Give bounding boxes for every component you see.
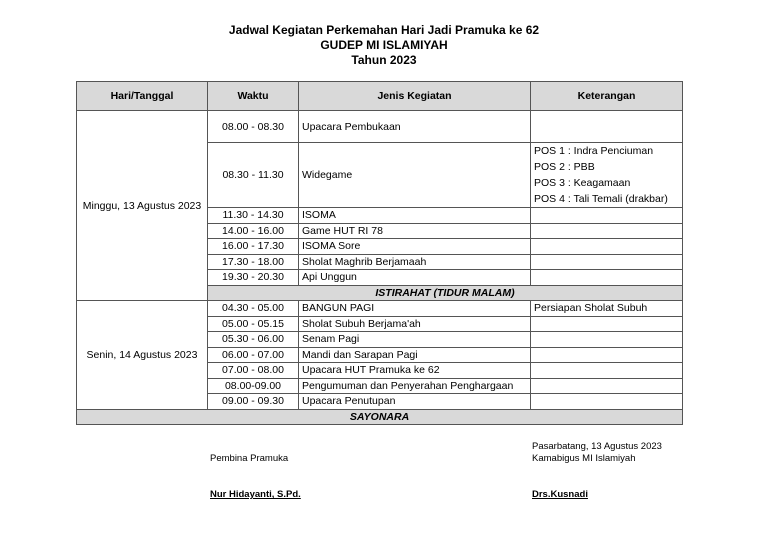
time-cell: 05.30 - 06.00 [208,332,299,348]
schedule-table [76,81,683,425]
notes-cell [531,332,683,348]
col-header-notes: Keterangan [531,82,683,111]
activity-cell: Senam Pagi [299,332,531,348]
activity-cell: Mandi dan Sarapan Pagi [299,347,531,363]
activity-cell: Pengumuman dan Penyerahan Penghargaan [299,378,531,394]
activity-cell: Game HUT RI 78 [299,223,531,239]
activity-cell: Upacara Pembukaan [299,111,531,143]
document-year: Tahun 2023 [351,53,417,67]
left-signer-role: Pembina Pramuka [210,453,289,464]
notes-cell [531,208,683,224]
time-cell: 06.00 - 07.00 [208,347,299,363]
note-line: POS 4 : Tali Temali (drakbar) [534,193,668,205]
left-signer-name: Nur Hidayanti, S.Pd. [210,489,301,500]
right-signer-role: Kamabigus MI Islamiyah [532,453,636,464]
time-cell: 08.00-09.00 [208,378,299,394]
end-label: SAYONARA [77,409,683,425]
notes-cell [531,254,683,270]
notes-cell [531,316,683,332]
notes-cell [531,363,683,379]
time-cell: 17.30 - 18.00 [208,254,299,270]
time-cell: 04.30 - 05.00 [208,301,299,317]
activity-cell: Sholat Maghrib Berjamaah [299,254,531,270]
activity-cell: Widegame [299,143,531,208]
notes-cell [531,347,683,363]
note-line: POS 1 : Indra Penciuman [534,145,654,157]
activity-cell: BANGUN PAGI [299,301,531,317]
notes-cell [531,394,683,410]
activity-cell: Api Unggun [299,270,531,286]
break-label: ISTIRAHAT (TIDUR MALAM) [208,285,683,301]
table-header-row [77,82,683,111]
activity-cell: ISOMA [299,208,531,224]
activity-cell: Upacara HUT Pramuka ke 62 [299,363,531,379]
time-cell: 16.00 - 17.30 [208,239,299,255]
right-signer-name: Drs.Kusnadi [532,489,588,500]
time-cell: 07.00 - 08.00 [208,363,299,379]
time-cell: 08.30 - 11.30 [208,143,299,208]
activity-cell: Upacara Penutupan [299,394,531,410]
time-cell: 09.00 - 09.30 [208,394,299,410]
col-header-activity: Jenis Kegiatan [299,82,531,111]
notes-cell: Persiapan Sholat Subuh [531,301,683,317]
table-row [77,111,683,143]
document-title: Jadwal Kegiatan Perkemahan Hari Jadi Pramuka ke 62 [228,23,540,37]
activity-cell: Sholat Subuh Berjama'ah [299,316,531,332]
document-subtitle: GUDEP MI ISLAMIYAH [320,38,448,52]
time-cell: 05.00 - 05.15 [208,316,299,332]
activity-cell: ISOMA Sore [299,239,531,255]
table-row [77,301,683,317]
notes-cell [531,223,683,239]
col-header-day: Hari/Tanggal [77,82,208,111]
col-header-time: Waktu [208,82,299,111]
end-row [77,409,683,425]
notes-cell [531,239,683,255]
place-date: Pasarbatang, 13 Agustus 2023 [532,441,662,452]
time-cell: 11.30 - 14.30 [208,208,299,224]
notes-cell [531,143,683,208]
day-cell: Senin, 14 Agustus 2023 [77,301,208,410]
note-line: POS 3 : Keagamaan [534,177,631,189]
day-cell: Minggu, 13 Agustus 2023 [77,111,208,301]
notes-cell [531,270,683,286]
time-cell: 19.30 - 20.30 [208,270,299,286]
note-line: POS 2 : PBB [534,161,595,173]
notes-cell [531,378,683,394]
notes-cell [531,111,683,143]
time-cell: 08.00 - 08.30 [208,111,299,143]
time-cell: 14.00 - 16.00 [208,223,299,239]
